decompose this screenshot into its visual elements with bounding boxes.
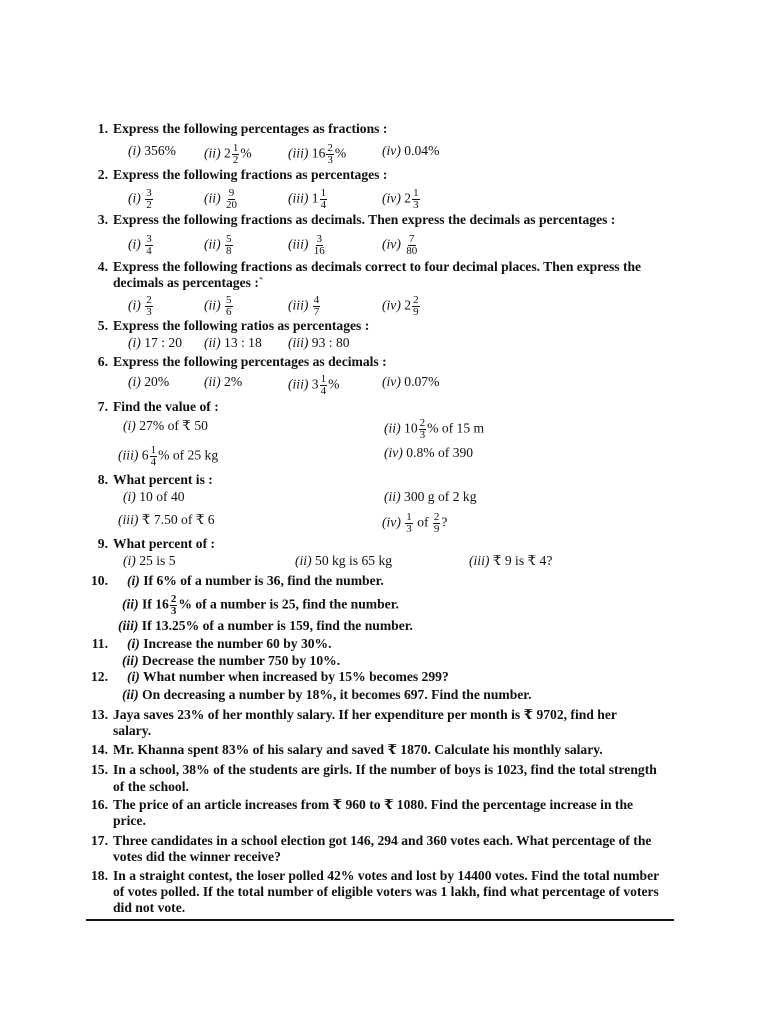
option-label: (ii) bbox=[204, 190, 221, 206]
question-text: Jaya saves 23% of her monthly salary. If her expenditure per month is ₹ 9702, find her bbox=[113, 707, 617, 722]
question-text: price. bbox=[113, 813, 146, 828]
option-value: If 6% of a number is 36, find the number. bbox=[143, 573, 384, 588]
question-number: 18. bbox=[91, 868, 108, 883]
mixed-whole: 3 bbox=[311, 376, 319, 392]
option-row bbox=[288, 143, 346, 166]
option-label: (iv) bbox=[382, 297, 401, 313]
fraction: $\frac{3}{2}$ bbox=[146, 187, 152, 211]
question-text: What percent is : bbox=[113, 472, 213, 487]
option-label: (ii) bbox=[384, 489, 401, 504]
question-text bbox=[122, 594, 399, 617]
option-row bbox=[204, 374, 242, 390]
option-label: (ii) bbox=[122, 687, 139, 702]
connector-text: of bbox=[417, 514, 429, 530]
option-row bbox=[288, 295, 321, 318]
fraction: $\frac{1}{3}$ bbox=[413, 187, 419, 211]
option-row bbox=[288, 234, 327, 257]
option-label: (i) bbox=[127, 669, 140, 684]
fraction: $\frac{2}{3}$ bbox=[170, 593, 177, 617]
question-text bbox=[127, 669, 449, 685]
option-row bbox=[128, 143, 176, 159]
option-label: (iii) bbox=[288, 297, 309, 313]
mixed-whole: 2 bbox=[404, 190, 412, 206]
option-label: (i) bbox=[123, 418, 136, 433]
suffix: % of 25 kg bbox=[158, 447, 219, 463]
option-value: On decreasing a number by 18%, it becomes 697. Find the number. bbox=[142, 687, 532, 702]
option-value: 50 kg is 65 kg bbox=[315, 553, 393, 568]
option-row bbox=[469, 553, 552, 569]
question-text: Find the value of : bbox=[113, 399, 219, 414]
question-text: Mr. Khanna spent 83% of his salary and saved ₹ 1870. Calculate his monthly salary. bbox=[113, 742, 603, 757]
option-row bbox=[288, 374, 339, 397]
question-text: The price of an article increases from ₹ 960 to ₹ 1080. Find the percentage increase in the bbox=[113, 797, 634, 812]
suffix: % bbox=[328, 376, 340, 392]
option-label: (iii) bbox=[118, 618, 139, 633]
option-value: Increase the number 60 by 30%. bbox=[143, 636, 332, 651]
question-text: In a straight contest, the loser polled 42% votes and lost by 14400 votes. Find the total number bbox=[113, 868, 660, 883]
option-value: ₹ 9 is ₹ 4? bbox=[492, 553, 553, 568]
option-label: (iii) bbox=[288, 190, 309, 206]
question-number: 12. bbox=[91, 669, 108, 684]
question-number: 14. bbox=[91, 742, 108, 757]
option-value: 27% of ₹ 50 bbox=[139, 418, 208, 433]
question-number: 15. bbox=[91, 762, 108, 777]
option-label: (iv) bbox=[382, 514, 401, 530]
option-label: (i) bbox=[127, 636, 140, 651]
option-row bbox=[204, 143, 252, 166]
question-number: 4. bbox=[97, 259, 108, 274]
question-number: 8. bbox=[97, 472, 108, 487]
fraction: $\frac{2}{9}$ bbox=[433, 511, 440, 535]
question-number: 6. bbox=[97, 354, 108, 369]
question-number: 3. bbox=[97, 212, 108, 227]
question-number: 10. bbox=[91, 573, 108, 588]
mixed-whole: 10 bbox=[404, 420, 418, 436]
option-value: 300 g of 2 kg bbox=[404, 489, 477, 504]
question-text: salary. bbox=[113, 723, 152, 738]
option-label: (i) bbox=[123, 553, 136, 568]
option-value: 17 : 20 bbox=[144, 335, 183, 350]
fraction: $\frac{1}{4}$ bbox=[320, 373, 327, 397]
question-text bbox=[122, 687, 531, 703]
suffix: ? bbox=[441, 514, 448, 530]
fraction: $\frac{9}{20}$ bbox=[226, 187, 238, 211]
fraction: $\frac{2}{3}$ bbox=[146, 294, 152, 318]
question-text bbox=[122, 653, 340, 669]
option-label: (i) bbox=[127, 573, 140, 588]
question-number: 1. bbox=[97, 121, 108, 136]
option-row bbox=[118, 512, 215, 528]
option-row bbox=[128, 188, 154, 211]
option-row bbox=[382, 374, 439, 390]
mixed-whole: 2 bbox=[404, 297, 412, 313]
option-label: (i) bbox=[128, 190, 141, 206]
suffix: % of 15 m bbox=[427, 420, 485, 436]
question-text bbox=[127, 573, 384, 589]
option-value: If 13.25% of a number is 159, find the number. bbox=[141, 618, 413, 633]
option-value: 0.04% bbox=[404, 143, 440, 158]
bottom-divider bbox=[86, 919, 674, 921]
option-row bbox=[204, 335, 262, 351]
option-label: (ii) bbox=[122, 653, 139, 668]
option-label: (ii) bbox=[384, 420, 401, 436]
option-label: (iv) bbox=[382, 143, 401, 158]
option-row bbox=[204, 295, 234, 318]
fraction: $\frac{3}{4}$ bbox=[146, 233, 152, 257]
question-text: Express the following ratios as percentages : bbox=[113, 318, 370, 333]
question-text: of votes polled. If the total number of eligible voters was 1 lakh, find what percentage of voters bbox=[113, 884, 659, 899]
fraction: $\frac{5}{8}$ bbox=[226, 233, 232, 257]
option-value: What number when increased by 15% becomes 299? bbox=[143, 669, 449, 684]
fraction: $\frac{1}{2}$ bbox=[232, 142, 239, 166]
option-value: 25 is 5 bbox=[139, 553, 176, 568]
option-label: (ii) bbox=[122, 596, 139, 612]
question-number: 13. bbox=[91, 707, 108, 722]
fraction: $\frac{1}{3}$ bbox=[406, 511, 412, 535]
option-value: Decrease the number 750 by 10%. bbox=[142, 653, 341, 668]
option-row bbox=[382, 188, 421, 211]
suffix: % bbox=[240, 145, 252, 161]
option-label: (ii) bbox=[204, 335, 221, 350]
option-row bbox=[118, 445, 218, 468]
question-text: Express the following fractions as decimals. Then express the decimals as percentages : bbox=[113, 212, 616, 227]
option-row bbox=[128, 234, 154, 257]
question-text: votes did the winner receive? bbox=[113, 849, 281, 864]
option-label: (iii) bbox=[288, 376, 309, 392]
option-value: 93 : 80 bbox=[311, 335, 350, 350]
question-text: of the school. bbox=[113, 779, 189, 794]
question-text bbox=[118, 618, 413, 634]
option-label: (iv) bbox=[382, 374, 401, 389]
option-label: (i) bbox=[128, 297, 141, 313]
option-row bbox=[204, 234, 234, 257]
option-label: (i) bbox=[128, 335, 141, 350]
option-row bbox=[382, 512, 447, 535]
question-number: 17. bbox=[91, 833, 108, 848]
option-row bbox=[123, 418, 208, 434]
question-text: Express the following fractions as decimals correct to four decimal places. Then express the bbox=[113, 259, 642, 274]
question-text: Express the following percentages as fractions : bbox=[113, 121, 388, 136]
option-value: ₹ 7.50 of ₹ 6 bbox=[141, 512, 215, 527]
mixed-whole: 2 bbox=[224, 145, 231, 161]
question-text bbox=[127, 636, 332, 652]
question-number: 5. bbox=[97, 318, 108, 333]
mixed-whole: 1 bbox=[311, 190, 319, 206]
option-label: (i) bbox=[123, 489, 136, 504]
suffix: % bbox=[334, 145, 347, 161]
option-row bbox=[123, 553, 176, 569]
fraction: $\frac{1}{4}$ bbox=[150, 444, 157, 468]
option-row bbox=[128, 374, 169, 390]
option-row bbox=[128, 295, 154, 318]
option-label: (iv) bbox=[384, 445, 403, 460]
question-text: Three candidates in a school election got 146, 294 and 360 votes each. What percentage of the bbox=[113, 833, 652, 848]
fraction: $\frac{5}{6}$ bbox=[226, 294, 232, 318]
option-row bbox=[295, 553, 392, 569]
option-label: (iii) bbox=[288, 145, 309, 161]
fraction: $\frac{2}{3}$ bbox=[327, 142, 333, 166]
option-value: 2% bbox=[224, 374, 243, 389]
option-label: (i) bbox=[128, 143, 141, 158]
option-row bbox=[384, 418, 484, 441]
option-label: (i) bbox=[128, 236, 141, 252]
option-label: (iii) bbox=[118, 512, 139, 527]
mixed-whole: 16 bbox=[311, 145, 326, 161]
fraction: $\frac{3}{16}$ bbox=[313, 233, 325, 257]
fraction: $\frac{4}{7}$ bbox=[313, 294, 320, 318]
option-value: 20% bbox=[144, 374, 170, 389]
option-row bbox=[382, 295, 421, 318]
option-row bbox=[288, 335, 350, 351]
question-text: Express the following percentages as decimals : bbox=[113, 354, 387, 369]
option-row bbox=[384, 489, 477, 505]
option-label: (iii) bbox=[118, 447, 139, 463]
question-text: Express the following fractions as percentages : bbox=[113, 167, 388, 182]
option-value: 13 : 18 bbox=[224, 335, 262, 350]
option-label: (ii) bbox=[295, 553, 312, 568]
option-label: (ii) bbox=[204, 374, 221, 389]
option-row bbox=[288, 188, 328, 211]
option-label: (iv) bbox=[382, 236, 401, 252]
option-label: (iii) bbox=[469, 553, 490, 568]
option-row bbox=[382, 234, 419, 257]
option-value: 10 of 40 bbox=[139, 489, 185, 504]
option-label: (iii) bbox=[288, 236, 309, 252]
option-label: (ii) bbox=[204, 145, 221, 161]
question-text: did not vote. bbox=[113, 900, 186, 915]
fraction: $\frac{2}{9}$ bbox=[413, 294, 419, 318]
question-text: decimals as percentages :` bbox=[113, 275, 264, 290]
option-row bbox=[384, 445, 473, 461]
suffix: % of a number is 25, find the number. bbox=[178, 596, 399, 612]
mixed-whole: 6 bbox=[141, 447, 149, 463]
question-number: 16. bbox=[91, 797, 108, 812]
option-value: 356% bbox=[144, 143, 176, 158]
question-number: 11. bbox=[91, 636, 108, 651]
question-text: What percent of : bbox=[113, 536, 216, 551]
option-label: (ii) bbox=[204, 297, 221, 313]
option-label: (i) bbox=[128, 374, 141, 389]
option-row bbox=[123, 489, 185, 505]
fraction: $\frac{7}{80}$ bbox=[406, 233, 418, 257]
option-row bbox=[128, 335, 182, 351]
fraction: $\frac{2}{3}$ bbox=[419, 417, 426, 441]
question-number: 9. bbox=[97, 536, 108, 551]
option-label: (iv) bbox=[382, 190, 401, 206]
fraction: $\frac{1}{4}$ bbox=[320, 187, 327, 211]
option-row bbox=[204, 188, 239, 211]
option-label: (ii) bbox=[204, 236, 221, 252]
question-text: In a school, 38% of the students are girls. If the number of boys is 1023, find the total strength bbox=[113, 762, 657, 777]
option-row bbox=[382, 143, 439, 159]
question-number: 7. bbox=[97, 399, 108, 414]
option-value: 0.8% of 390 bbox=[406, 445, 474, 460]
question-number: 2. bbox=[97, 167, 108, 182]
option-label: (iii) bbox=[288, 335, 309, 350]
option-value: If 16 bbox=[142, 596, 169, 612]
option-value: 0.07% bbox=[404, 374, 440, 389]
